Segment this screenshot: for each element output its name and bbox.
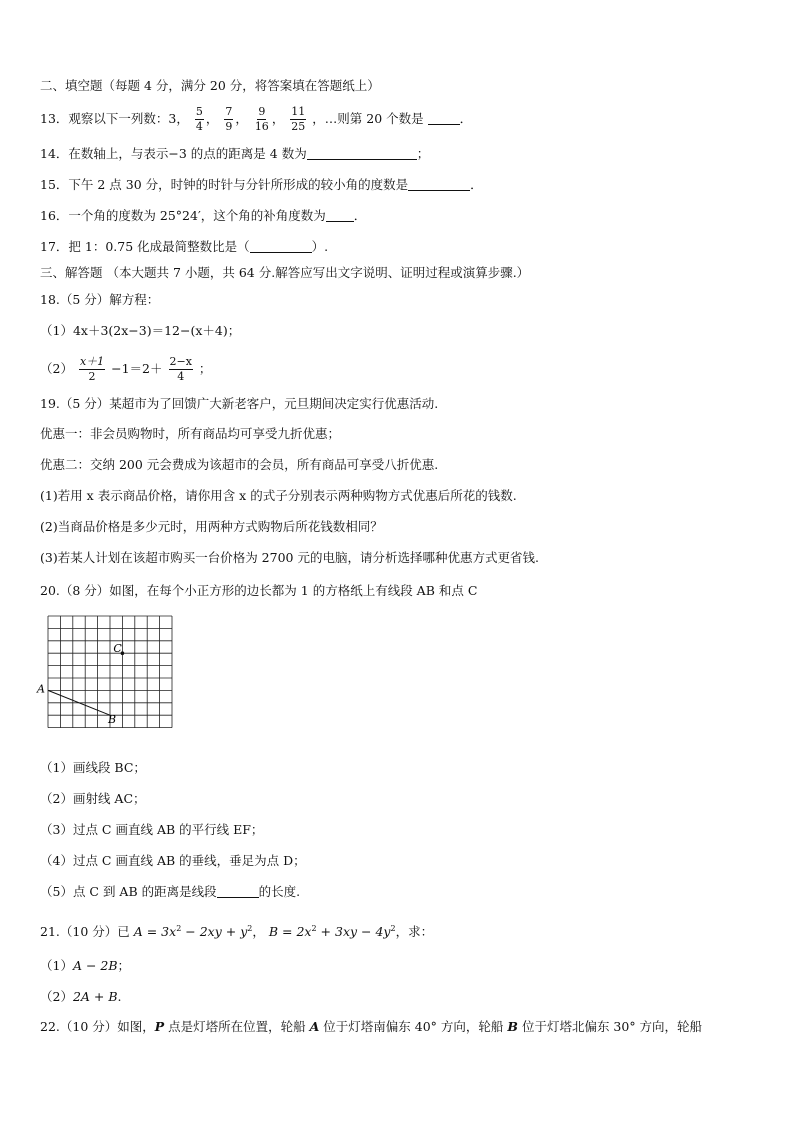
fraction-5-4: $\frac{5}{4}$ [195,105,203,133]
question-20-part-2: （2）画射线 AC； [40,791,146,806]
fraction-7-9: $\frac{7}{9}$ [225,105,233,133]
q13-suffix: ，…则第 20 个数是 [312,111,424,126]
question-17: 17．把 1：0.75 化成最简整数比是（ ）. [40,239,329,254]
question-20-part-5: （5）点 C 到 AB 的距离是线段 的长度. [40,884,301,899]
question-19-option-1: 优惠一：非会员购物时，所有商品均可享受九折优惠； [40,426,341,441]
answer-blank [326,209,354,222]
question-19-title: 19.（5 分）某超市为了回馈广大新老客户，元旦期间决定实行优惠活动. [40,396,439,411]
question-19-part-3: (3)若某人计划在该超市购买一台价格为 2700 元的电脑，请分析选择哪种优惠方式更省钱. [40,550,539,565]
question-18-part-1: （1）4x＋3(2x−3)＝12−(x＋4)； [40,323,241,338]
fraction-x-plus-1-over-2: $\frac{x+1}{2}$ [79,355,105,383]
answer-blank [307,147,417,160]
question-13: 13．观察以下一列数：3， $\frac{5}{4}$ ， $\frac{7}{9}$ ， $\frac{9}{16}$ ， $\frac{11}{25}$ ，…则第 20 个数是 ． [40,105,473,133]
question-21-part-2: （2）2A + B. [40,989,122,1004]
question-19-option-2: 优惠二：交纳 200 元会费成为该超市的会员，所有商品可享受八折优惠. [40,457,439,472]
question-20-part-4: （4）过点 C 画直线 AB 的垂线，垂足为点 D； [40,853,306,868]
fraction-11-25: $\frac{11}{25}$ [291,105,306,133]
question-14: 14．在数轴上，与表示−3 的点的距离是 4 数为 ； [40,146,430,161]
question-19-part-2: (2)当商品价格是多少元时，用两种方式购物后所花钱数相同？ [40,519,383,534]
label-c: C [113,642,122,656]
answer-blank [217,885,259,898]
question-16: 16．一个角的度数为 25°24′，这个角的补角度数为 ． [40,208,367,223]
section-2-heading: 二、填空题（每题 4 分，满分 20 分，将答案填在答题纸上） [40,78,380,93]
grid-lines [48,616,172,728]
question-20-part-3: （3）过点 C 画直线 AB 的平行线 EF； [40,822,264,837]
label-a: A [37,682,45,696]
question-18-title: 18.（5 分）解方程： [40,292,160,307]
grid-diagram [35,612,180,748]
q13-prefix: 13．观察以下一列数：3， [40,111,189,126]
question-20-title: 20.（8 分）如图，在每个小正方形的边长都为 1 的方格纸上有线段 AB 和点 C [40,583,478,598]
question-20-part-1: （1）画线段 BC； [40,760,146,775]
fraction-2-minus-x-over-4: $\frac{2-x}{4}$ [169,355,192,383]
answer-blank [408,178,470,191]
question-15: 15．下午 2 点 30 分，时钟的时针与分针所形成的较小角的度数是 ． [40,177,483,192]
question-18-part-2: （2） $\frac{x+1}{2}$ −1＝2＋ $\frac{2-x}{4}$ ； [40,355,212,383]
section-3-heading: 三、解答题 （本大题共 7 小题，共 64 分.解答应写出文字说明、证明过程或演算步骤.） [40,265,530,280]
question-19-part-1: (1)若用 x 表示商品价格，请你用含 x 的式子分别表示两种购物方式优惠后所花的钱数. [40,488,517,503]
fraction-9-16: $\frac{9}{16}$ [254,105,269,133]
question-21-part-1: （1）A − 2B； [40,958,131,973]
answer-blank [428,112,460,125]
answer-blank [250,240,312,253]
question-21: 21.（10 分）已 $A = 3x^2 - 2xy + y^2$， $B = 2x^2 + 3xy - 4y^2$，求： [40,924,434,940]
label-b: B [108,713,117,727]
question-22: 22.（10 分）如图，P 点是灯塔所在位置，轮船 A 位于灯塔南偏东 40° 方向，轮船 B 位于灯塔北偏东 30° 方向，轮船 [40,1019,703,1034]
